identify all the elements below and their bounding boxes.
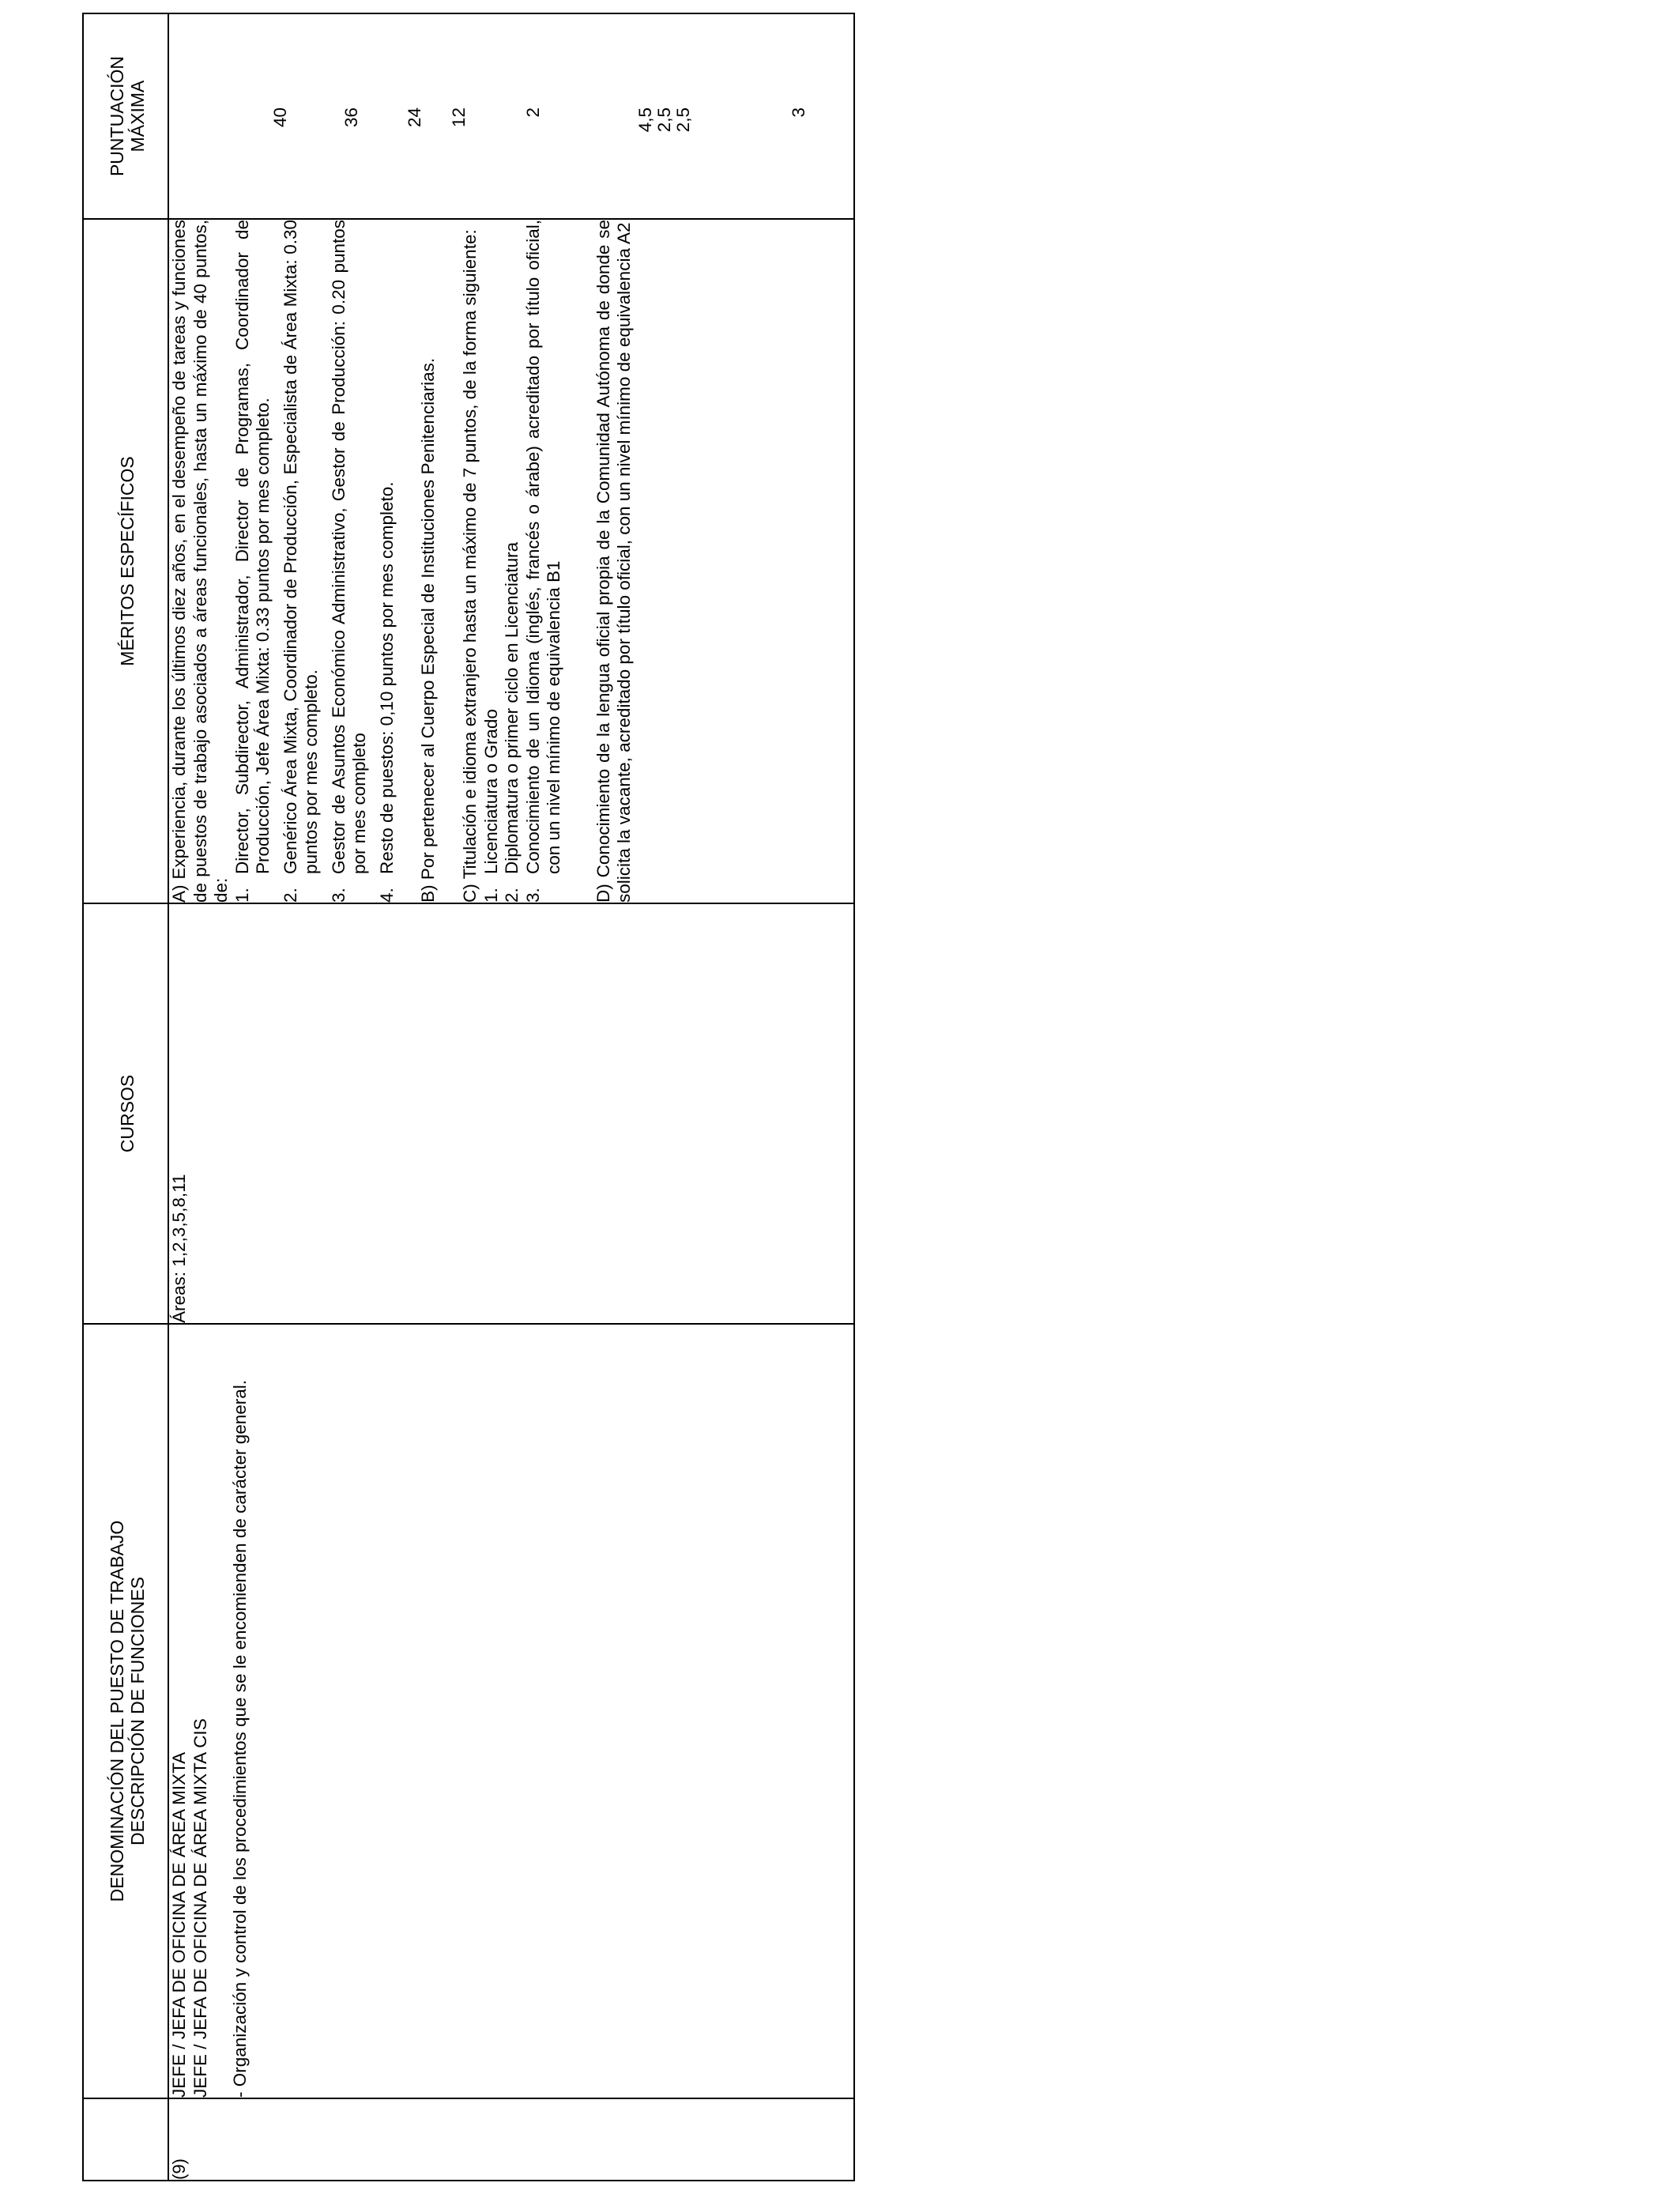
item-number: 1. — [232, 888, 252, 903]
merit-c-intro: C) Titulación e idioma extranjero hasta un máximo de 7 puntos, de la forma siguiente: — [460, 229, 480, 903]
item-text: Licenciatura o Grado — [480, 709, 501, 874]
merit-a-list — [232, 220, 398, 903]
score-c3: 2,5 — [673, 107, 693, 133]
item-number: 2. — [502, 888, 522, 903]
item-text: Director, Subdirector, Administrador, Director de Programas, Coordinador de Producción, Jefe Área Mixta: 0.33 puntos por mes completo. — [232, 220, 273, 874]
header-number-cell — [83, 2098, 168, 2181]
header-denominacion-line2: DESCRIPCIÓN DE FUNCIONES — [127, 1577, 148, 1845]
header-puntuacion — [83, 13, 168, 219]
puntuacion-cell — [168, 13, 854, 219]
denominacion-cell — [168, 1324, 854, 2098]
merits-table — [82, 13, 855, 2181]
merit-a-item — [377, 220, 398, 903]
merit-d: D) Conocimiento de la lengua oficial propia de la Comunidad Autónoma de donde se solicita la vacante, acreditado por título oficial, con un nivel mínimo de equivalencia A2 — [593, 220, 635, 903]
score-c1: 4,5 — [635, 107, 655, 133]
merit-a-item — [232, 220, 274, 903]
score-d: 3 — [789, 107, 808, 118]
item-number: 1. — [480, 888, 501, 903]
item-number: 2. — [280, 888, 300, 903]
item-text: Resto de puestos: 0,10 puntos por mes completo. — [376, 481, 397, 874]
meritos-cell — [168, 219, 854, 903]
item-text: Genérico Área Mixta, Coordinador de Producción, Especialista de Área Mixta: 0.30 puntos por mes completo. — [280, 220, 322, 874]
job-title-1: JEFE / JEFA DE OFICINA DE ÁREA MIXTA — [169, 1751, 189, 2098]
job-title-2: JEFE / JEFA DE OFICINA DE ÁREA MIXTA CIS — [190, 1718, 210, 2098]
item-text: Diplomatura o primer ciclo en Licenciatura — [502, 541, 522, 874]
merit-c-item — [523, 220, 565, 903]
score-a3: 12 — [449, 107, 469, 128]
merit-c-list — [481, 220, 565, 903]
cursos-cell: Áreas: 1,2,3,5,8,11 — [168, 903, 854, 1324]
item-number: 3. — [328, 888, 348, 903]
merit-c-item — [481, 220, 503, 903]
merit-b: B) Por pertenecer al Cuerpo Especial de Instituciones Penitenciarias. — [418, 357, 439, 903]
item-number: 4. — [376, 888, 397, 903]
table-row — [168, 13, 854, 2181]
header-puntuacion-line1: PUNTUACIÓN — [106, 55, 127, 177]
merit-a-intro: A) Experiencia, durante los últimos diez años, en el desempeño de tareas y funciones de puestos de trabajo asociados a áreas funcionales, hasta un máximo de 40 puntos, de: — [169, 220, 232, 903]
row-number: (9) — [168, 2098, 854, 2181]
score-a2: 24 — [405, 107, 424, 128]
header-cursos: CURSOS — [83, 903, 168, 1324]
item-text: Gestor de Asuntos Económico Administrativo, Gestor de Producción: 0.20 puntos por mes completo — [328, 220, 370, 874]
header-meritos: MÉRITOS ESPECÍFICOS — [83, 219, 168, 903]
item-number: 3. — [522, 888, 543, 903]
score-a-total: 40 — [270, 107, 290, 128]
score-a1: 36 — [341, 107, 361, 128]
item-text: Conocimiento de un Idioma (inglés, francés o árabe) acreditado por título oficial, con un nivel mínimo de equivalencia B1 — [522, 220, 564, 874]
merit-a-item — [281, 220, 322, 903]
score-c2: 2,5 — [654, 107, 674, 133]
header-puntuacion-line2: MÁXIMA — [127, 80, 148, 153]
header-denominacion-line1: DENOMINACIÓN DEL PUESTO DE TRABAJO — [106, 1520, 127, 1902]
merit-a-item — [329, 220, 371, 903]
score-b: 2 — [523, 107, 543, 118]
table-header-row — [83, 13, 168, 2181]
job-functions: - Organización y control de los procedimientos que se le encomienden de carácter general. — [230, 1379, 250, 2098]
merit-c-item — [502, 220, 523, 903]
header-denominacion — [83, 1324, 168, 2098]
